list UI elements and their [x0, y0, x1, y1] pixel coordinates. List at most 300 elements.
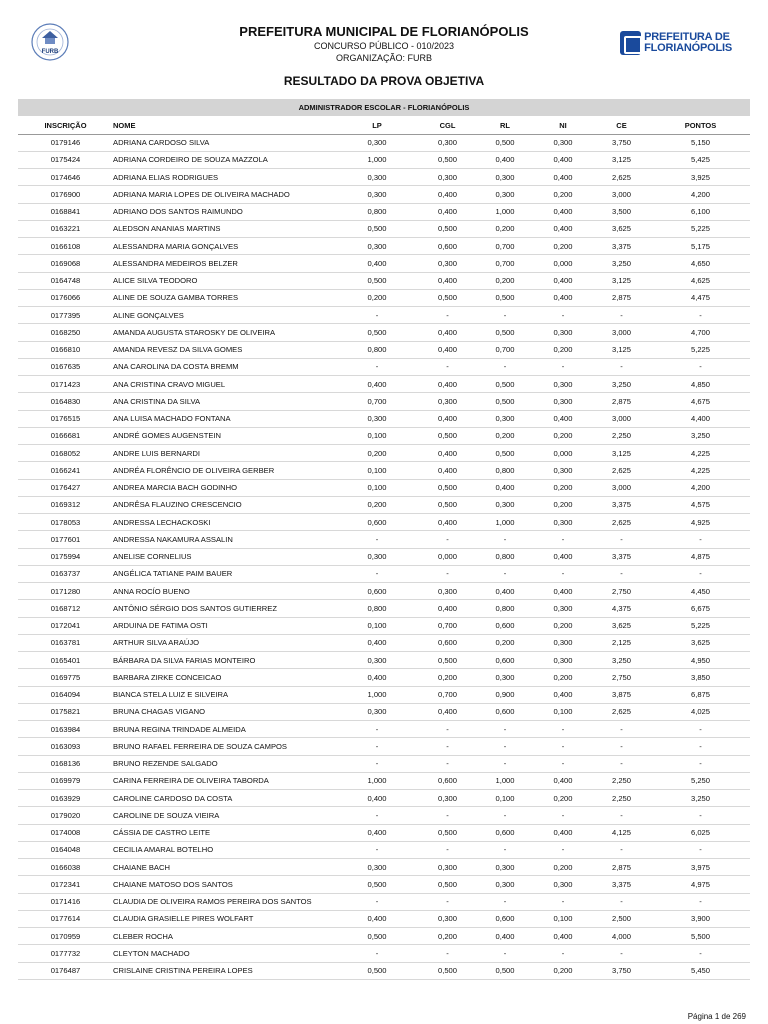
cell-ni: 0,400	[534, 289, 592, 306]
cell-lp: -	[335, 893, 419, 910]
cell-lp: 0,300	[335, 186, 419, 203]
cell-nome: ANDREA MARCIA BACH GODINHO	[113, 479, 335, 496]
cell-nome: BÁRBARA DA SILVA FARIAS MONTEIRO	[113, 652, 335, 669]
cell-cgl: -	[419, 755, 476, 772]
cell-ni: 0,400	[534, 928, 592, 945]
cell-cgl: 0,500	[419, 151, 476, 168]
cell-pontos: -	[651, 531, 750, 548]
cell-inscricao: 0175424	[18, 151, 113, 168]
cell-pontos: 4,875	[651, 548, 750, 565]
table-row	[18, 945, 750, 962]
cell-lp: -	[335, 945, 419, 962]
cell-pontos: 5,225	[651, 220, 750, 237]
cell-pontos: 4,200	[651, 186, 750, 203]
cell-inscricao: 0178053	[18, 514, 113, 531]
cell-ni: -	[534, 531, 592, 548]
cell-cgl: 0,500	[419, 652, 476, 669]
cell-cgl: 0,500	[419, 479, 476, 496]
cell-pontos: 4,925	[651, 514, 750, 531]
cell-inscricao: 0163093	[18, 738, 113, 755]
cell-pontos: 4,450	[651, 583, 750, 600]
cell-nome: ANDRÊSA FLAUZINO CRESCENCIO	[113, 496, 335, 513]
cell-pontos: 3,250	[651, 790, 750, 807]
cell-ce: 4,375	[592, 600, 651, 617]
cell-rl: -	[476, 307, 534, 324]
cell-inscricao: 0169068	[18, 255, 113, 272]
cell-cgl: 0,500	[419, 496, 476, 513]
cell-rl: 1,000	[476, 203, 534, 220]
cell-ni: 0,000	[534, 255, 592, 272]
cell-lp: 0,300	[335, 169, 419, 186]
cell-ce: 2,250	[592, 790, 651, 807]
table-row	[18, 548, 750, 565]
table-row	[18, 479, 750, 496]
cell-rl: 0,600	[476, 824, 534, 841]
cell-cgl: 0,300	[419, 910, 476, 927]
table-row	[18, 134, 750, 151]
cell-pontos: 3,975	[651, 859, 750, 876]
cell-cgl: 0,500	[419, 220, 476, 237]
cell-cgl: 0,400	[419, 186, 476, 203]
cell-ni: 0,200	[534, 238, 592, 255]
cell-cgl: -	[419, 738, 476, 755]
cell-nome: BRUNA REGINA TRINDADE ALMEIDA	[113, 721, 335, 738]
cell-lp: 0,400	[335, 910, 419, 927]
cell-ni: 0,300	[534, 876, 592, 893]
cell-lp: 0,200	[335, 289, 419, 306]
cell-cgl: 0,400	[419, 703, 476, 720]
cell-lp: 0,100	[335, 479, 419, 496]
cell-ni: 0,200	[534, 962, 592, 979]
cell-inscricao: 0176515	[18, 410, 113, 427]
cell-lp: 0,400	[335, 376, 419, 393]
cell-inscricao: 0174646	[18, 169, 113, 186]
cell-cgl: -	[419, 358, 476, 375]
cell-nome: ADRIANO DOS SANTOS RAIMUNDO	[113, 203, 335, 220]
cell-nome: ANDRÉ GOMES AUGENSTEIN	[113, 427, 335, 444]
cell-nome: ARTHUR SILVA ARAÚJO	[113, 634, 335, 651]
cell-rl: 0,300	[476, 669, 534, 686]
cell-cgl: 0,600	[419, 238, 476, 255]
cell-cgl: -	[419, 841, 476, 858]
cell-cgl: 0,200	[419, 928, 476, 945]
cell-pontos: 3,850	[651, 669, 750, 686]
cell-pontos: 5,225	[651, 617, 750, 634]
cell-lp: 0,300	[335, 652, 419, 669]
cell-ni: -	[534, 358, 592, 375]
table-row	[18, 203, 750, 220]
cell-ce: 3,375	[592, 876, 651, 893]
cell-lp: 0,100	[335, 427, 419, 444]
cell-rl: 0,400	[476, 583, 534, 600]
cell-nome: BRUNA CHAGAS VIGANO	[113, 703, 335, 720]
cell-rl: 0,500	[476, 134, 534, 151]
cell-nome: AMANDA REVESZ DA SILVA GOMES	[113, 341, 335, 358]
results-table	[18, 117, 750, 980]
page-number: Página 1 de 269	[687, 1012, 746, 1021]
cell-cgl: 0,300	[419, 859, 476, 876]
cell-rl: 0,200	[476, 427, 534, 444]
cell-pontos: 6,100	[651, 203, 750, 220]
cell-cgl: -	[419, 565, 476, 582]
cell-ni: 0,400	[534, 772, 592, 789]
cell-nome: ANDRESSA LECHACKOSKI	[113, 514, 335, 531]
table-row	[18, 686, 750, 703]
cell-ni: 0,300	[534, 462, 592, 479]
cell-rl: 1,000	[476, 514, 534, 531]
table-row	[18, 324, 750, 341]
col-lp: LP	[335, 117, 419, 134]
table-row	[18, 703, 750, 720]
cell-ni: 0,000	[534, 445, 592, 462]
cell-rl: 0,500	[476, 393, 534, 410]
cell-ni: -	[534, 307, 592, 324]
cell-inscricao: 0172341	[18, 876, 113, 893]
cell-ni: 0,200	[534, 427, 592, 444]
cell-nome: AMANDA AUGUSTA STAROSKY DE OLIVEIRA	[113, 324, 335, 341]
cell-inscricao: 0171423	[18, 376, 113, 393]
cell-lp: 0,100	[335, 462, 419, 479]
cell-cgl: -	[419, 945, 476, 962]
cell-ce: 2,250	[592, 427, 651, 444]
cell-cgl: 0,300	[419, 134, 476, 151]
cell-ni: -	[534, 755, 592, 772]
cell-lp: 0,300	[335, 548, 419, 565]
cell-nome: ANDRÉA FLORÊNCIO DE OLIVEIRA GERBER	[113, 462, 335, 479]
col-ce: CE	[592, 117, 651, 134]
cell-inscricao: 0168052	[18, 445, 113, 462]
cell-inscricao: 0164830	[18, 393, 113, 410]
cell-ce: 2,250	[592, 772, 651, 789]
cell-cgl: 0,300	[419, 169, 476, 186]
cell-lp: -	[335, 841, 419, 858]
cell-inscricao: 0176900	[18, 186, 113, 203]
cell-inscricao: 0164048	[18, 841, 113, 858]
cell-rl: 0,300	[476, 186, 534, 203]
cell-lp: 0,500	[335, 928, 419, 945]
cell-inscricao: 0163737	[18, 565, 113, 582]
cell-ce: 2,625	[592, 514, 651, 531]
table-row	[18, 307, 750, 324]
cell-rl: 0,300	[476, 876, 534, 893]
cell-inscricao: 0164094	[18, 686, 113, 703]
cell-ni: 0,300	[534, 393, 592, 410]
cell-inscricao: 0177395	[18, 307, 113, 324]
cell-nome: CECILIA AMARAL BOTELHO	[113, 841, 335, 858]
cell-ce: -	[592, 531, 651, 548]
cell-pontos: -	[651, 738, 750, 755]
cell-lp: 0,300	[335, 410, 419, 427]
table-row	[18, 790, 750, 807]
cell-ni: 0,200	[534, 479, 592, 496]
cell-nome: CÁSSIA DE CASTRO LEITE	[113, 824, 335, 841]
cell-ce: 2,875	[592, 289, 651, 306]
table-row	[18, 238, 750, 255]
cell-inscricao: 0163929	[18, 790, 113, 807]
cell-inscricao: 0179020	[18, 807, 113, 824]
cell-pontos: 4,975	[651, 876, 750, 893]
cell-cgl: 0,300	[419, 583, 476, 600]
cell-inscricao: 0163984	[18, 721, 113, 738]
table-row	[18, 445, 750, 462]
cell-inscricao: 0176427	[18, 479, 113, 496]
cell-nome: BIANCA STELA LUIZ E SILVEIRA	[113, 686, 335, 703]
cell-pontos: -	[651, 307, 750, 324]
cell-lp: -	[335, 755, 419, 772]
cell-rl: 0,500	[476, 962, 534, 979]
cell-pontos: 4,475	[651, 289, 750, 306]
cell-pontos: -	[651, 945, 750, 962]
cell-lp: 0,300	[335, 703, 419, 720]
cell-rl: 0,400	[476, 151, 534, 168]
cell-nome: ANELISE CORNELIUS	[113, 548, 335, 565]
cell-inscricao: 0167635	[18, 358, 113, 375]
cell-inscricao: 0166108	[18, 238, 113, 255]
cell-cgl: 0,600	[419, 634, 476, 651]
cell-lp: 0,800	[335, 600, 419, 617]
table-row	[18, 410, 750, 427]
table-row	[18, 807, 750, 824]
cell-pontos: -	[651, 755, 750, 772]
cell-ce: 3,625	[592, 220, 651, 237]
cell-nome: ANA CRISTINA DA SILVA	[113, 393, 335, 410]
cell-rl: 0,600	[476, 617, 534, 634]
cell-ni: -	[534, 738, 592, 755]
cell-inscricao: 0165401	[18, 652, 113, 669]
cell-rl: 0,800	[476, 462, 534, 479]
table-row	[18, 876, 750, 893]
table-row	[18, 841, 750, 858]
cell-inscricao: 0174008	[18, 824, 113, 841]
cell-pontos: 4,575	[651, 496, 750, 513]
cell-inscricao: 0164748	[18, 272, 113, 289]
contest-subtitle: CONCURSO PÚBLICO - 010/2023	[313, 41, 455, 51]
cell-rl: 0,700	[476, 255, 534, 272]
cell-ce: 3,250	[592, 652, 651, 669]
col-rl: RL	[476, 117, 534, 134]
cell-ni: 0,200	[534, 790, 592, 807]
cell-ce: 2,625	[592, 169, 651, 186]
table-row	[18, 565, 750, 582]
cell-rl: 0,700	[476, 341, 534, 358]
cell-pontos: 4,950	[651, 652, 750, 669]
cell-lp: -	[335, 721, 419, 738]
cell-inscricao: 0168250	[18, 324, 113, 341]
cell-pontos: 6,875	[651, 686, 750, 703]
cell-ni: 0,200	[534, 186, 592, 203]
cell-lp: 1,000	[335, 151, 419, 168]
table-row	[18, 186, 750, 203]
cell-inscricao: 0177601	[18, 531, 113, 548]
cell-ce: 3,875	[592, 686, 651, 703]
cell-cgl: 0,700	[419, 617, 476, 634]
table-row	[18, 289, 750, 306]
cell-cgl: 0,400	[419, 324, 476, 341]
cell-ni: -	[534, 841, 592, 858]
cell-inscricao: 0175821	[18, 703, 113, 720]
cell-rl: 0,200	[476, 272, 534, 289]
cell-pontos: 5,225	[651, 341, 750, 358]
col-ni: NI	[534, 117, 592, 134]
cell-pontos: -	[651, 893, 750, 910]
cell-nome: ADRIANA CORDEIRO DE SOUZA MAZZOLA	[113, 151, 335, 168]
cell-ni: 0,200	[534, 341, 592, 358]
cell-cgl: 0,300	[419, 790, 476, 807]
cell-nome: BARBARA ZIRKE CONCEICAO	[113, 669, 335, 686]
table-row	[18, 669, 750, 686]
cell-inscricao: 0177732	[18, 945, 113, 962]
cell-ni: 0,100	[534, 910, 592, 927]
cell-rl: 0,300	[476, 859, 534, 876]
cell-cgl: 0,400	[419, 376, 476, 393]
cell-nome: ANTÔNIO SÉRGIO DOS SANTOS GUTIERREZ	[113, 600, 335, 617]
table-row	[18, 928, 750, 945]
cell-nome: ANDRESSA NAKAMURA ASSALIN	[113, 531, 335, 548]
cell-ni: -	[534, 945, 592, 962]
page-title: PREFEITURA MUNICIPAL DE FLORIANÓPOLIS	[239, 24, 529, 39]
cell-cgl: -	[419, 807, 476, 824]
cell-ni: 0,400	[534, 151, 592, 168]
cell-ni: 0,200	[534, 669, 592, 686]
cell-ce: 3,125	[592, 445, 651, 462]
table-row	[18, 772, 750, 789]
cell-rl: 0,500	[476, 324, 534, 341]
cell-cgl: 0,300	[419, 255, 476, 272]
cell-ni: 0,400	[534, 203, 592, 220]
cell-ce: 2,125	[592, 634, 651, 651]
cell-ni: 0,400	[534, 686, 592, 703]
cell-ce: -	[592, 893, 651, 910]
table-body	[18, 134, 750, 979]
cell-lp: 0,400	[335, 634, 419, 651]
table-row	[18, 514, 750, 531]
table-row	[18, 600, 750, 617]
cell-inscricao: 0163221	[18, 220, 113, 237]
cell-pontos: 4,625	[651, 272, 750, 289]
cell-nome: CLEYTON MACHADO	[113, 945, 335, 962]
cell-rl: 0,400	[476, 479, 534, 496]
cell-pontos: -	[651, 358, 750, 375]
cell-ce: 2,875	[592, 393, 651, 410]
cell-cgl: 0,700	[419, 686, 476, 703]
cell-nome: CAROLINE CARDOSO DA COSTA	[113, 790, 335, 807]
cell-cgl: 0,400	[419, 272, 476, 289]
cell-lp: 0,600	[335, 514, 419, 531]
cell-pontos: -	[651, 565, 750, 582]
cell-rl: 0,800	[476, 548, 534, 565]
cell-rl: 0,700	[476, 238, 534, 255]
cell-ce: -	[592, 945, 651, 962]
prefeitura-logo	[620, 30, 732, 56]
cell-ce: -	[592, 755, 651, 772]
cell-lp: 0,500	[335, 876, 419, 893]
cell-ni: -	[534, 893, 592, 910]
cell-ni: 0,300	[534, 134, 592, 151]
cell-pontos: 4,650	[651, 255, 750, 272]
cell-ni: 0,300	[534, 514, 592, 531]
cell-nome: ALESSANDRA MEDEIROS BELZER	[113, 255, 335, 272]
table-row	[18, 220, 750, 237]
cell-lp: 0,100	[335, 617, 419, 634]
cell-pontos: 4,400	[651, 410, 750, 427]
cell-lp: -	[335, 738, 419, 755]
cell-pontos: 5,175	[651, 238, 750, 255]
cell-pontos: 3,925	[651, 169, 750, 186]
cell-nome: ALINE GONÇALVES	[113, 307, 335, 324]
cell-rl: -	[476, 358, 534, 375]
section-header: ADMINISTRADOR ESCOLAR - FLORIANÓPOLIS	[18, 99, 750, 116]
cell-cgl: 0,400	[419, 462, 476, 479]
table-row	[18, 859, 750, 876]
cell-ni: 0,400	[534, 548, 592, 565]
cell-pontos: 3,900	[651, 910, 750, 927]
cell-pontos: 5,425	[651, 151, 750, 168]
table-header-row	[18, 117, 750, 134]
cell-ce: -	[592, 721, 651, 738]
cell-cgl: 0,500	[419, 427, 476, 444]
cell-ce: 3,375	[592, 496, 651, 513]
table-row	[18, 721, 750, 738]
logo-line-2: FLORIANÓPOLIS	[644, 42, 732, 54]
cell-ni: 0,300	[534, 600, 592, 617]
cell-inscricao: 0169775	[18, 669, 113, 686]
cell-lp: 0,800	[335, 341, 419, 358]
cell-rl: 0,400	[476, 928, 534, 945]
cell-rl: 0,300	[476, 496, 534, 513]
cell-cgl: 0,400	[419, 445, 476, 462]
cell-ce: 3,750	[592, 962, 651, 979]
cell-lp: -	[335, 307, 419, 324]
cell-cgl: 0,500	[419, 289, 476, 306]
cell-rl: 0,500	[476, 376, 534, 393]
col-cgl: CGL	[419, 117, 476, 134]
cell-ce: 2,750	[592, 669, 651, 686]
cell-ce: 2,750	[592, 583, 651, 600]
cell-inscricao: 0169312	[18, 496, 113, 513]
table-row	[18, 583, 750, 600]
cell-nome: ALESSANDRA MARIA GONÇALVES	[113, 238, 335, 255]
cell-ni: 0,200	[534, 496, 592, 513]
cell-inscricao: 0166681	[18, 427, 113, 444]
cell-cgl: 0,500	[419, 876, 476, 893]
cell-nome: CHAIANE MATOSO DOS SANTOS	[113, 876, 335, 893]
table-row	[18, 376, 750, 393]
cell-pontos: -	[651, 807, 750, 824]
cell-nome: ANA LUISA MACHADO FONTANA	[113, 410, 335, 427]
table-row	[18, 634, 750, 651]
cell-lp: 0,800	[335, 203, 419, 220]
cell-cgl: 0,400	[419, 410, 476, 427]
cell-inscricao: 0170959	[18, 928, 113, 945]
cell-rl: 0,100	[476, 790, 534, 807]
table-row	[18, 358, 750, 375]
cell-ce: 3,125	[592, 272, 651, 289]
cell-inscricao: 0171280	[18, 583, 113, 600]
cell-rl: 0,200	[476, 634, 534, 651]
table-row	[18, 427, 750, 444]
cell-lp: 0,400	[335, 669, 419, 686]
cell-lp: -	[335, 531, 419, 548]
cell-pontos: 4,225	[651, 445, 750, 462]
cell-nome: CARINA FERREIRA DE OLIVEIRA TABORDA	[113, 772, 335, 789]
cell-ce: -	[592, 565, 651, 582]
cell-ni: 0,200	[534, 617, 592, 634]
cell-ce: -	[592, 358, 651, 375]
cell-lp: 0,600	[335, 583, 419, 600]
cell-cgl: -	[419, 531, 476, 548]
result-title: RESULTADO DA PROVA OBJETIVA	[283, 74, 485, 88]
cell-ce: -	[592, 738, 651, 755]
